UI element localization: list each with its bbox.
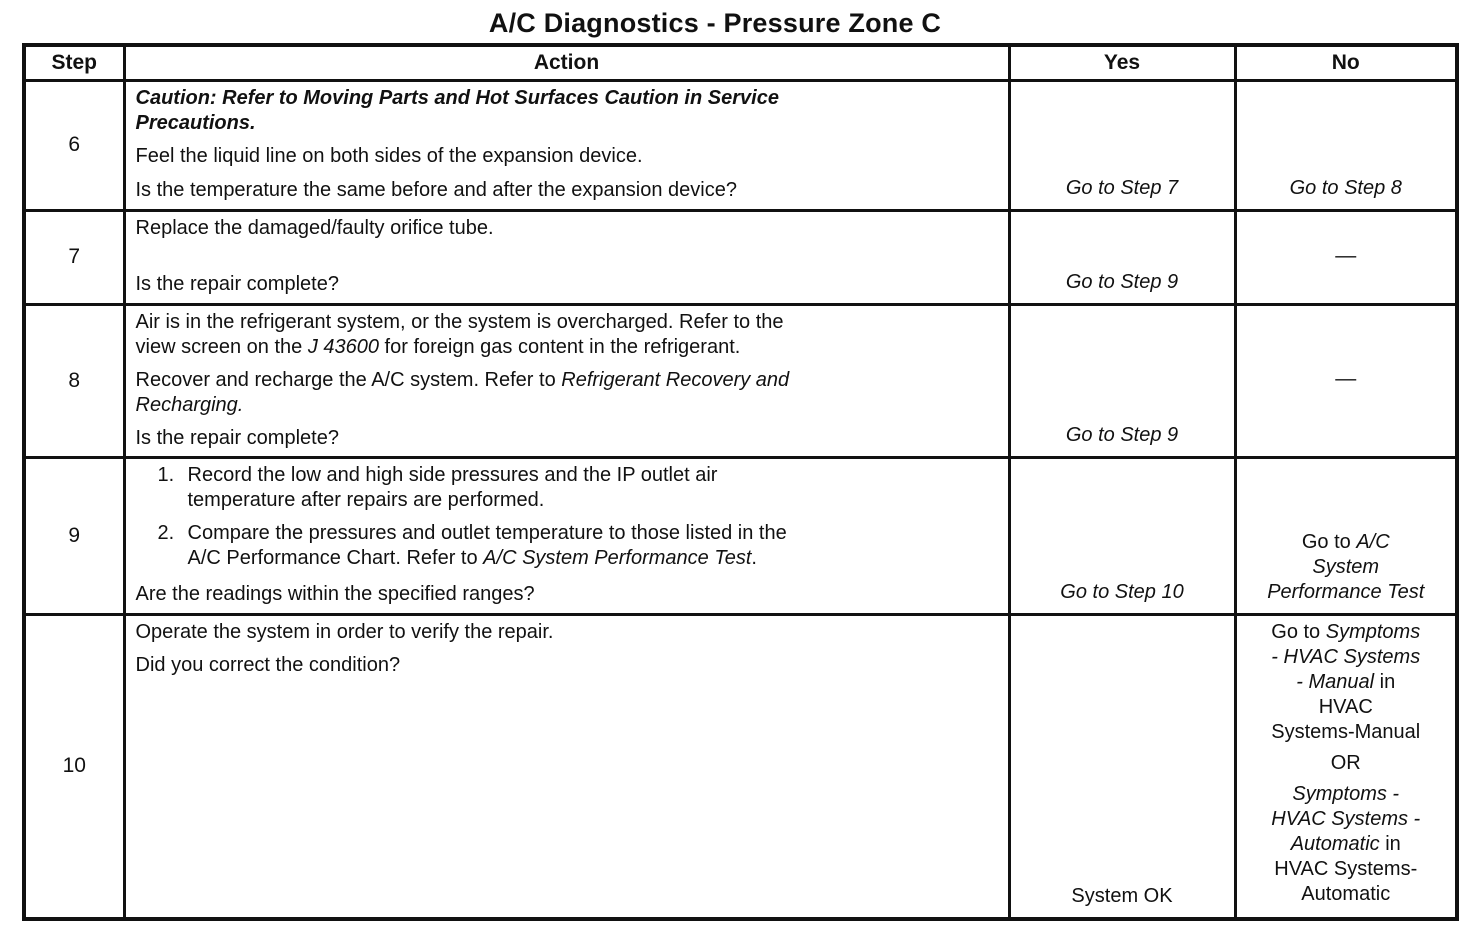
text-segment: Automatic [1301,882,1391,905]
header-row [24,45,1457,80]
action-cell [124,457,1009,614]
text-line [136,272,998,297]
text-line [1243,857,1450,882]
text-segment: OR [1330,751,1361,774]
text-segment: Precautions. [135,111,256,134]
yes-cell-step-6 [1009,80,1235,210]
text-segment: - Manual [1296,670,1375,693]
text-line [136,86,998,111]
table-row-step-10 [24,614,1457,919]
or-separator [1243,751,1450,776]
table-row-step-6 [24,80,1457,210]
header-no: No [1235,45,1457,80]
text-line [188,546,998,571]
text-segment: — [1335,367,1357,390]
text-segment: Symptoms [1325,620,1421,643]
text-line [1243,882,1450,907]
text-line [1243,366,1450,391]
text-segment: System [1312,555,1380,578]
action-paragraph [136,310,998,360]
step-number: 6 [24,80,124,210]
text-segment: Are the readings within the specified ranges? [135,582,535,605]
text-segment: Operate the system in order to verify the repair. [135,620,554,643]
action-paragraph [136,426,998,451]
text-segment: in [1379,832,1401,855]
action-paragraph [136,216,998,241]
text-segment: — [1335,243,1357,267]
text-line [1243,670,1450,695]
action-paragraph [136,653,998,678]
text-segment: Go to [1301,530,1357,553]
item-text [188,521,998,571]
text-segment: Caution: Refer to Moving Parts and Hot Surfaces Caution in Service [135,86,779,109]
table-row-step-9 [24,457,1457,614]
answer-text [1017,176,1228,201]
action-cell [124,614,1009,919]
text-line [1243,176,1450,201]
text-segment: J 43600 [307,335,379,358]
text-line [136,144,998,169]
text-segment: view screen on the [135,335,308,358]
answer-text [1243,782,1450,907]
yes-cell-step-10 [1009,614,1235,919]
text-line [1243,832,1450,857]
text-segment: Did you correct the condition? [135,653,401,676]
text-segment: Go to Step 9 [1065,423,1179,446]
text-segment: Automatic [1290,832,1380,855]
text-segment: Replace the damaged/faulty orifice tube. [135,216,494,239]
action-paragraph [136,86,998,136]
action-paragraph [136,368,998,418]
text-line [1243,807,1450,832]
action-paragraph [136,178,998,203]
text-segment: . [751,546,757,569]
text-line [1017,884,1228,909]
text-line [1243,782,1450,807]
text-segment: Is the repair complete? [135,426,339,449]
text-segment: Air is in the refrigerant system, or the system is overcharged. Refer to the [135,310,784,333]
numbered-item [136,463,998,513]
text-line [136,620,998,645]
answer-text [1243,620,1450,745]
text-segment: in [1374,670,1396,693]
text-segment: for foreign gas content in the refrigerant. [379,335,741,358]
numbered-item [136,521,998,571]
text-segment: HVAC [1318,695,1373,718]
text-line [1243,645,1450,670]
text-segment: temperature after repairs are performed. [187,488,545,511]
answer-text [1017,580,1228,605]
item-text [188,463,998,513]
text-segment: Go to Step 8 [1289,176,1402,199]
action-cell [124,210,1009,304]
text-segment: A/C System Performance Test [483,546,752,569]
text-line [136,582,998,607]
header-step: Step [24,45,124,80]
text-segment: Record the low and high side pressures and the IP outlet air [187,463,718,486]
text-line [1243,530,1450,555]
no-cell-step-8 [1235,304,1457,457]
text-segment: Systems-Manual [1271,720,1421,743]
text-segment: Feel the liquid line on both sides of the expansion device. [135,144,643,167]
diagnostic-table [22,43,1459,921]
text-segment: Recover and recharge the A/C system. Refer to [135,368,562,391]
step-number: 10 [24,614,124,919]
table-row-step-7 [24,210,1457,304]
text-line [1243,555,1450,580]
text-line [136,111,998,136]
answer-text [1017,270,1228,295]
item-number: 1. [157,463,175,486]
yes-cell-step-9 [1009,457,1235,614]
text-line [188,463,998,488]
text-line [136,178,998,203]
header-action: Action [124,45,1009,80]
text-segment: Compare the pressures and outlet temperature to those listed in the [187,521,787,544]
text-line [1243,620,1450,645]
text-line [188,488,998,513]
text-segment: - HVAC Systems [1271,645,1421,668]
text-segment: System OK [1071,884,1173,907]
text-segment: Go to [1271,620,1326,643]
action-paragraph [136,620,998,645]
page-title: A/C Diagnostics - Pressure Zone C [488,8,942,38]
action-paragraph [136,272,998,297]
text-line [136,216,998,241]
step-number: 9 [24,457,124,614]
no-cell-step-6 [1235,80,1457,210]
text-segment: Go to Step 7 [1065,176,1179,199]
text-segment: A/C [1356,530,1390,553]
text-line [1017,423,1228,448]
yes-cell-step-8 [1009,304,1235,457]
text-line [1243,751,1450,776]
text-line [1243,580,1450,605]
table-row-step-8 [24,304,1457,457]
no-cell-step-10 [1235,614,1457,919]
text-line [188,521,998,546]
no-cell-step-9 [1235,457,1457,614]
not-applicable-dash [1243,243,1450,268]
text-segment: Is the repair complete? [135,272,339,295]
text-segment: Refrigerant Recovery and [561,368,790,391]
text-segment: Performance Test [1267,580,1425,603]
text-segment: Go to Step 10 [1060,580,1184,603]
text-segment: Go to Step 9 [1065,270,1179,293]
not-applicable-dash [1243,366,1450,391]
text-line [1243,695,1450,720]
text-line [136,335,998,360]
text-segment: Symptoms - [1292,782,1400,805]
text-line [1017,580,1228,605]
header-yes: Yes [1009,45,1235,80]
text-line [1243,243,1450,268]
text-line [136,653,998,678]
text-line [136,393,998,418]
answer-text [1243,176,1450,201]
text-segment: Is the temperature the same before and after the expansion device? [135,178,737,201]
text-segment: Recharging. [135,393,244,416]
step-number: 7 [24,210,124,304]
text-line [136,310,998,335]
text-line [136,368,998,393]
step-number: 8 [24,304,124,457]
action-paragraph [136,582,998,607]
text-segment: HVAC Systems - [1271,807,1421,830]
answer-text [1017,423,1228,448]
action-cell [124,304,1009,457]
answer-text [1243,530,1450,605]
answer-text [1017,884,1228,909]
text-line [1017,176,1228,201]
text-segment: HVAC Systems- [1274,857,1418,880]
item-number: 2. [157,521,175,544]
no-cell-step-7 [1235,210,1457,304]
text-line [136,426,998,451]
yes-cell-step-7 [1009,210,1235,304]
text-line [1243,720,1450,745]
action-paragraph [136,144,998,169]
text-line [1017,270,1228,295]
action-cell [124,80,1009,210]
text-segment: A/C Performance Chart. Refer to [187,546,484,569]
